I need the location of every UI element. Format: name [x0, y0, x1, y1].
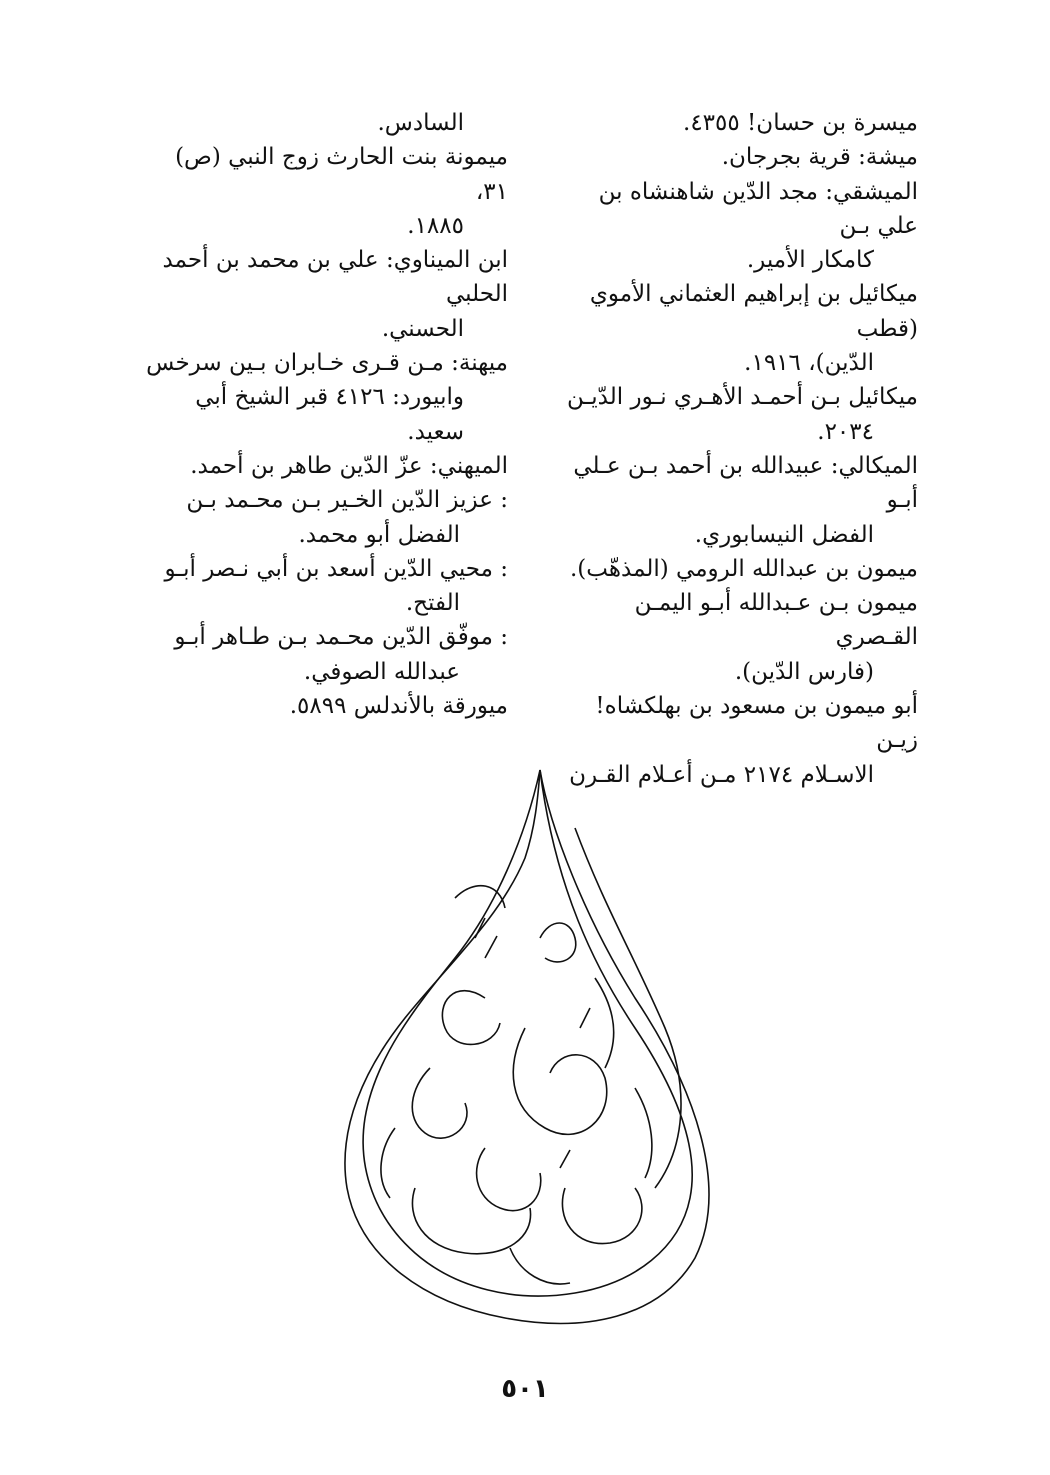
- entry-line: أبو ميمون بن مسعود بن بهلكشاه! زيـن: [595, 693, 918, 754]
- entry-continuation: الدّين)، ١٩١٦.: [744, 350, 874, 377]
- entry-line: ميمون بـن عـبدالله أبـو اليمـن القـصري: [634, 590, 918, 651]
- entry-continuation: وابيورد: ٤١٢٦ قبر الشيخ أبي سعيد.: [195, 384, 464, 445]
- entry-line: السادس.: [377, 110, 464, 136]
- entry-continuation: ٢٠٣٤.: [817, 418, 874, 445]
- entry-line: ميمونة بنت الحارث زوج النبي (ص) ٣١،: [175, 144, 508, 205]
- entry-line: ميكائيل بن إبراهيم العثماني الأموي (قطب: [589, 281, 918, 342]
- entry-line: الميكالي: عبيدالله بن أحمد بـن عـلي أبـو: [573, 452, 918, 514]
- index-entry: [556, 552, 918, 586]
- index-entry: [556, 106, 918, 140]
- entry-continuation: (فارس الدّين).: [734, 658, 874, 685]
- index-entry: [556, 449, 918, 552]
- entry-line: ابن الميناوي: علي بن محمد بن أحمد الحلبي: [162, 247, 508, 308]
- index-entry: [556, 140, 918, 174]
- index-entry: [140, 483, 508, 552]
- index-entry: [556, 380, 918, 449]
- entry-line: ميهنة: مـن قـرى خـابران بـين سرخس: [146, 350, 508, 377]
- entry-continuation: الفضل النيسابوري.: [694, 521, 874, 548]
- entry-line: ميسرة بن حسان! ٤٣٥٥.: [683, 110, 918, 136]
- page-number: ٥٠١: [501, 1374, 549, 1404]
- entry-line: : محيي الدّين أسعد بن أبي نـصر أبـو: [164, 555, 508, 582]
- entry-line: الميشقي: مجد الدّين شاهنشاه بن علي بـن: [598, 178, 918, 239]
- entry-line: ميشة: قرية بجرجان.: [721, 144, 918, 171]
- entry-continuation: عبدالله الصوفي.: [303, 658, 460, 685]
- ornament-outline: [345, 770, 709, 1323]
- index-entry: [140, 243, 508, 346]
- index-entry: [140, 140, 508, 243]
- left-column: [140, 106, 508, 723]
- index-entry: [140, 449, 508, 483]
- entry-continuation: الاسـلام ٢١٧٤ مـن أعـلام القـرن: [569, 761, 874, 788]
- right-column: [556, 106, 918, 792]
- index-entry: [140, 552, 508, 621]
- entry-continuation: كامكار الأمير.: [746, 247, 874, 274]
- index-entry: [140, 346, 508, 449]
- entry-line: : عزيز الدّين الخـير بـن محـمد بـن: [186, 487, 508, 514]
- entry-continuation: الفضل أبو محمد.: [298, 521, 460, 548]
- index-entry: [140, 689, 508, 723]
- entry-line: الميهني: عزّ الدّين طاهر بن أحمد.: [190, 452, 508, 479]
- index-entry: [556, 277, 918, 380]
- entry-line: ميورقة بالأندلس ٥٨٩٩.: [289, 693, 508, 720]
- entry-line: ميكائيل بـن أحمـد الأهـري نـور الدّيـن: [567, 384, 918, 411]
- index-entry: [140, 620, 508, 689]
- index-entry: [556, 175, 918, 278]
- entry-line: ميمون بن عبدالله الرومي (المذهّب).: [570, 555, 918, 582]
- entry-continuation: ١٨٨٥.: [407, 212, 464, 239]
- index-entry: [556, 586, 918, 689]
- entry-continuation: الحسني.: [381, 315, 464, 342]
- index-entry: [140, 106, 508, 140]
- entry-continuation: الفتح.: [405, 590, 460, 617]
- calligraphy-ornament: [335, 768, 725, 1328]
- entry-line: : موفّق الدّين محـمد بـن طـاهر أبـو: [174, 624, 508, 651]
